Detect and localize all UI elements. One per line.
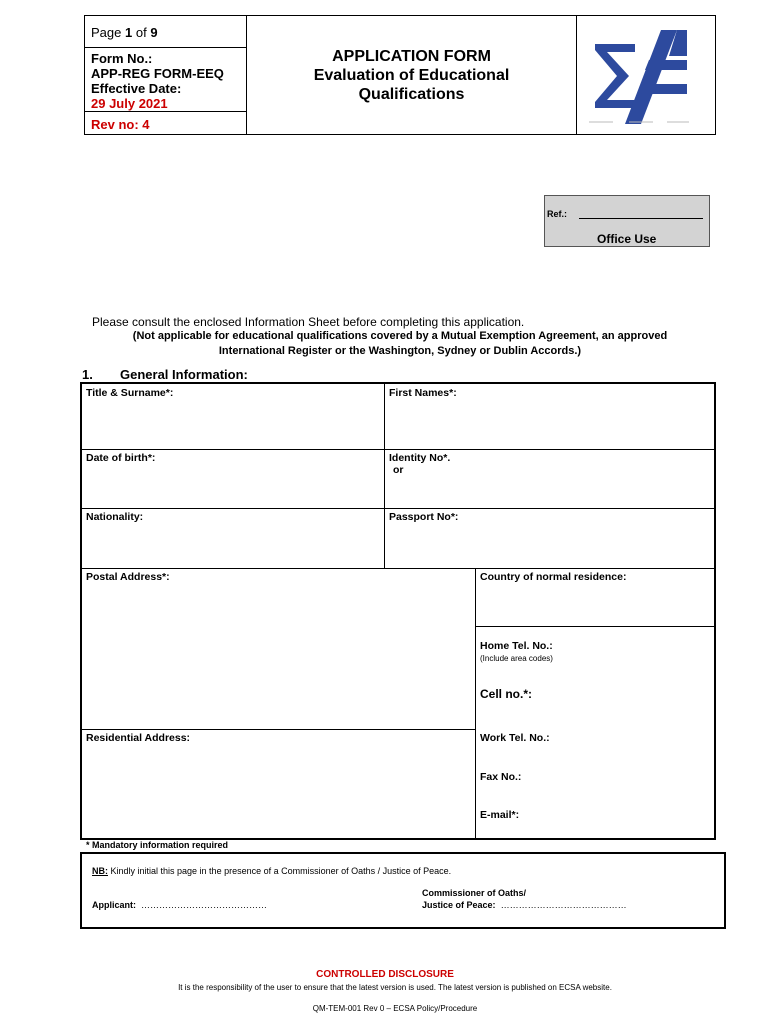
logo-cell [577, 16, 715, 134]
country-residence-label: Country of normal residence: [480, 571, 627, 583]
mandatory-note: * Mandatory information required [86, 840, 229, 850]
nationality-field[interactable] [82, 508, 384, 568]
residential-address-label: Residential Address: [86, 732, 191, 744]
page-number: 1 [125, 25, 133, 40]
country-residence-field[interactable] [476, 568, 714, 626]
title-surname-label: Title & Surname*: [86, 387, 174, 399]
postal-address-label: Postal Address*: [86, 571, 170, 583]
nb-instruction: Kindly initial this page in the presence of a Commissioner of Oaths / Justice of Peace. [108, 866, 452, 876]
fax-no-label: Fax No.: [480, 771, 522, 783]
ref-input-line[interactable] [579, 218, 703, 219]
nb-label: NB: [92, 866, 108, 876]
page-of: of [135, 25, 147, 40]
email-field[interactable] [476, 806, 714, 836]
title-line-1: APPLICATION FORM [332, 48, 491, 65]
home-tel-label: Home Tel. No.: [480, 640, 553, 652]
work-tel-field[interactable] [476, 729, 714, 759]
note-line-2: International Register or the Washington, Sydney or Dublin Accords.) [218, 345, 582, 357]
applicant-label: Applicant: [92, 900, 136, 910]
title-line-3: Qualifications [358, 86, 465, 103]
passport-no-field[interactable] [385, 508, 714, 568]
responsibility-note: It is the responsibility of the user to ensure that the latest version is used. The latest version is published on ECSA website. [178, 983, 612, 992]
commissioner-signature[interactable] [422, 887, 627, 911]
identity-or-label: or [393, 464, 404, 476]
identity-no-label: Identity No*. [389, 452, 451, 464]
header-table [84, 15, 716, 135]
effective-date-label: Effective Date: [91, 81, 182, 96]
controlled-disclosure: CONTROLLED DISCLOSURE [316, 969, 454, 980]
postal-address-field[interactable] [82, 568, 475, 729]
passport-no-label: Passport No*: [389, 511, 459, 523]
grid-divider [475, 626, 714, 627]
general-information-grid [80, 382, 716, 840]
effective-date-value: 29 July 2021 [91, 96, 168, 111]
identity-no-field[interactable] [385, 449, 714, 508]
document-reference: QM-TEM-001 Rev 0 – ECSA Policy/Procedure [312, 1004, 478, 1013]
page-total: 9 [150, 25, 158, 40]
first-names-field[interactable] [385, 384, 714, 449]
cell-no-label: Cell no.*: [480, 687, 533, 701]
commissioner-label-2: Justice of Peace: [422, 900, 496, 910]
residential-address-field[interactable] [82, 729, 475, 840]
form-details [91, 51, 224, 111]
nb-text [92, 866, 451, 876]
office-use-box [544, 195, 710, 247]
work-tel-label: Work Tel. No.: [480, 732, 550, 744]
fax-no-field[interactable] [476, 768, 714, 798]
dob-label: Date of birth*: [86, 452, 156, 464]
home-tel-hint: (Include area codes) [480, 654, 553, 663]
exemption-note [84, 329, 716, 359]
title-surname-field[interactable] [82, 384, 384, 449]
consult-instruction: Please consult the enclosed Information Sheet before completing this application. [92, 315, 525, 329]
home-tel-field[interactable] [476, 637, 714, 677]
dob-field[interactable] [82, 449, 384, 508]
form-no-label: Form No.: [91, 51, 153, 66]
nb-box [80, 852, 726, 929]
cell-no-field[interactable] [476, 684, 714, 714]
first-names-label: First Names*: [389, 387, 457, 399]
commissioner-label-1: Commissioner of Oaths/ [422, 888, 527, 898]
applicant-signature[interactable] [92, 900, 267, 910]
email-label: E-mail*: [480, 809, 520, 821]
applicant-dots: …………………………………… [141, 900, 268, 910]
form-title [247, 16, 577, 134]
ecsa-logo-icon [577, 16, 715, 134]
office-use-title: Office Use [597, 232, 657, 246]
title-line-2: Evaluation of Educational [313, 67, 510, 84]
page-prefix: Page [91, 25, 122, 40]
header-left-panel [85, 16, 247, 134]
note-line-1: (Not applicable for educational qualifications covered by a Mutual Exemption Agreement, an approved [132, 330, 668, 342]
section-number: 1. [82, 367, 93, 382]
commissioner-dots: …………………………………… [500, 900, 627, 910]
page-indicator [85, 16, 246, 48]
section-title: General Information: [120, 367, 248, 382]
ref-label: Ref.: [547, 209, 567, 219]
nationality-label: Nationality: [86, 511, 144, 523]
section-heading [82, 367, 248, 382]
revision-number: Rev no: 4 [85, 111, 246, 134]
form-no-value: APP-REG FORM-EEQ [91, 66, 224, 81]
